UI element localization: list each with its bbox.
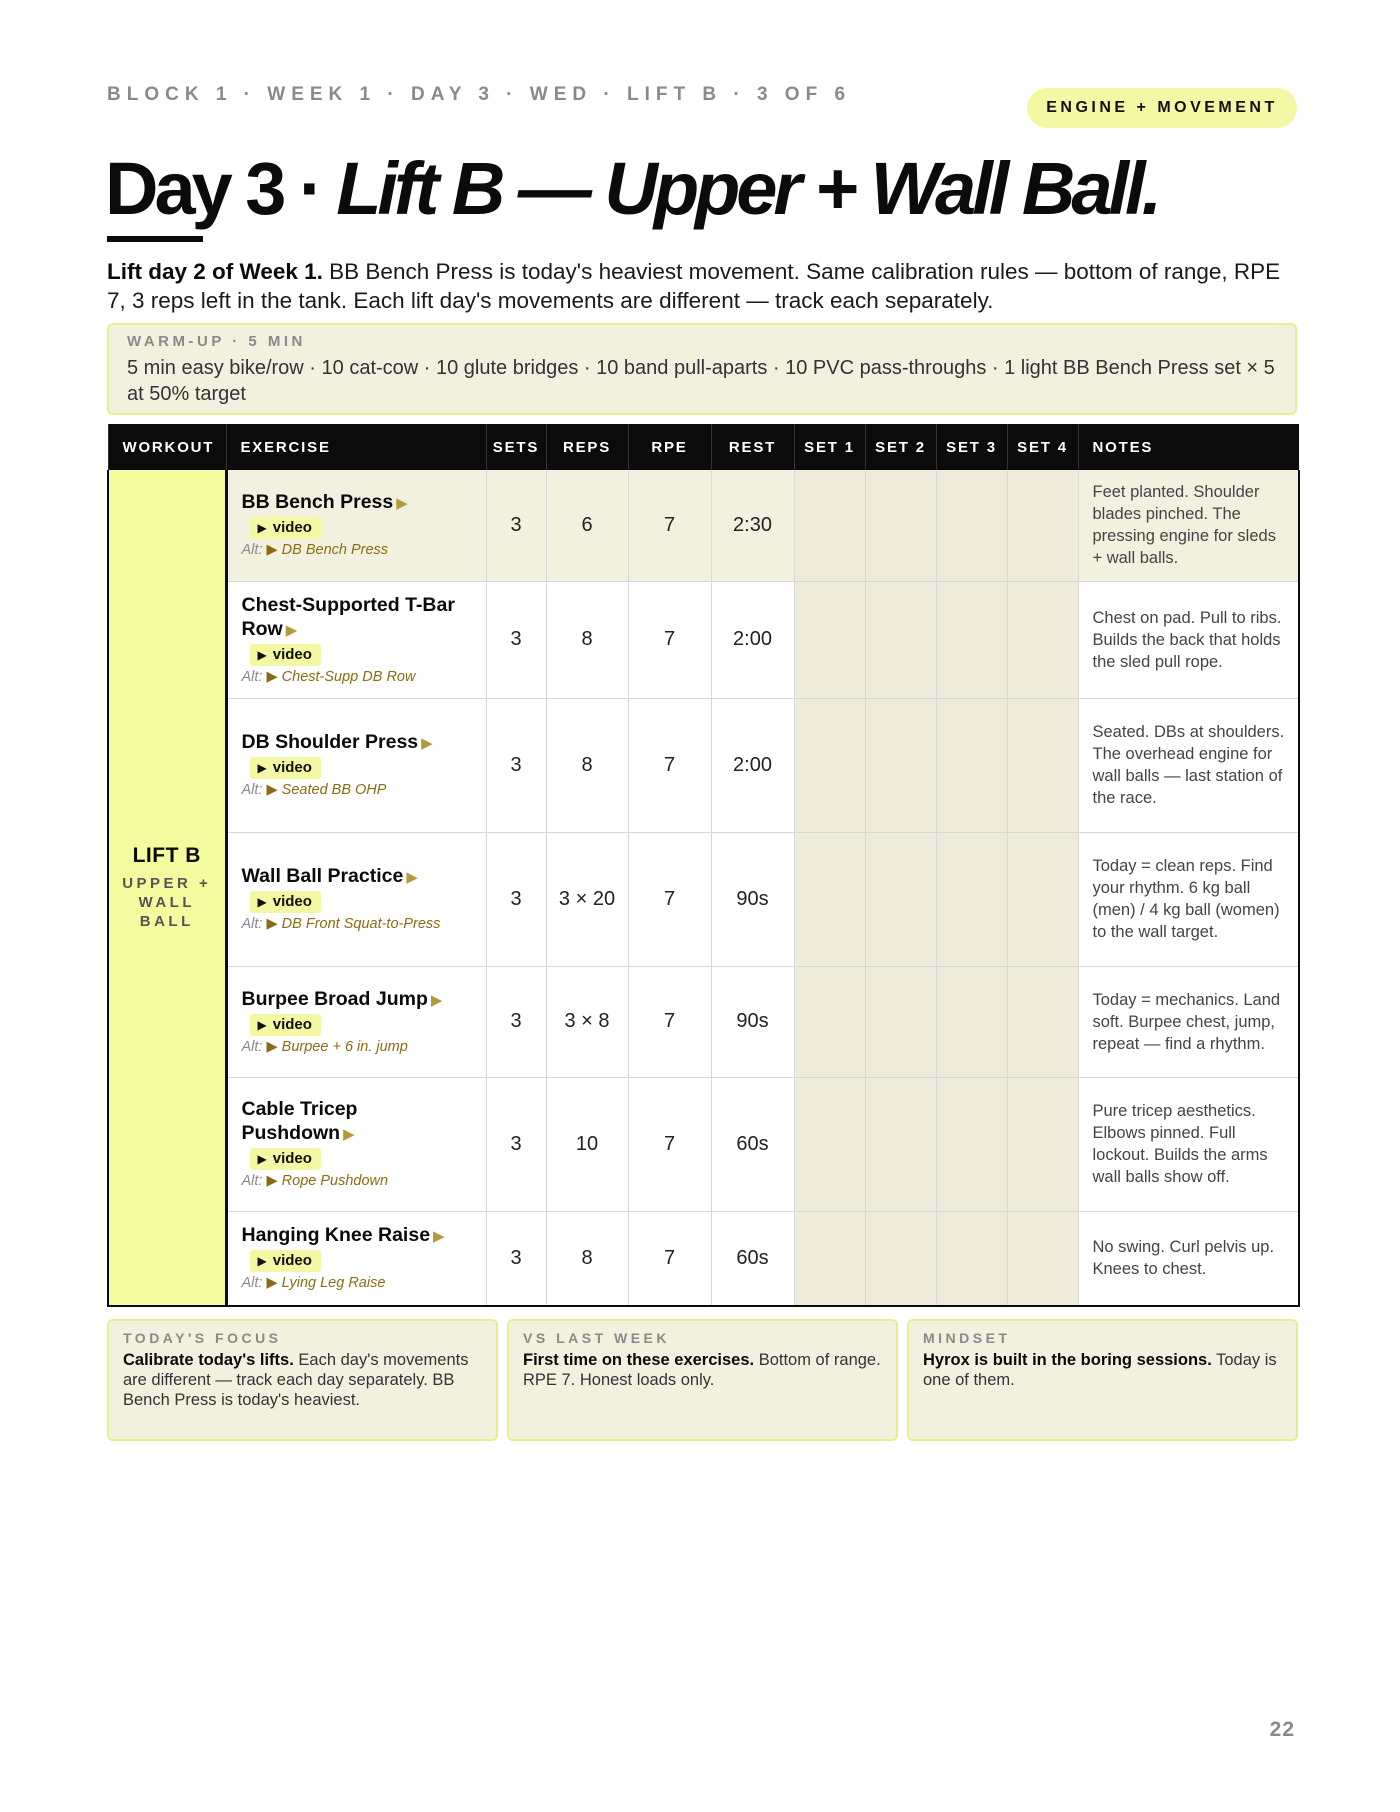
table-row [108, 581, 1299, 698]
page-title-main: Day 3 · [105, 147, 337, 230]
set-3-input[interactable] [936, 966, 1007, 1077]
alt-exercise-link[interactable]: ▶ DB Bench Press [266, 542, 389, 559]
notes-cell: Chest on pad. Pull to ribs. Builds the back that holds the sled pull rope. [1078, 581, 1299, 698]
rest-cell: 2:00 [711, 581, 794, 698]
alt-exercise-name: Lying Leg Raise [281, 1275, 386, 1292]
exercise-cell [226, 581, 486, 698]
sets-cell: 3 [486, 698, 546, 832]
reps-cell: 10 [546, 1077, 628, 1211]
set-2-input[interactable] [865, 581, 936, 698]
set-4-input[interactable] [1007, 698, 1078, 832]
play-triangle-icon[interactable]: ▶ [343, 1126, 355, 1143]
warmup-label: WARM-UP · 5 MIN [127, 333, 306, 350]
set-1-input[interactable] [794, 470, 865, 581]
exercise-name: Cable Tricep Pushdown [241, 1098, 358, 1144]
alt-exercise-link[interactable]: ▶ DB Front Squat-to-Press [266, 916, 441, 932]
rpe-cell: 7 [628, 1211, 711, 1306]
card-label: TODAY'S FOCUS [123, 1330, 282, 1346]
play-icon: ▶ [257, 647, 267, 662]
play-triangle-icon[interactable]: ▶ [433, 1228, 445, 1246]
reps-cell: 8 [546, 1211, 628, 1306]
set-4-input[interactable] [1007, 1211, 1078, 1306]
alt-prefix: Alt: [241, 1038, 263, 1055]
set-2-input[interactable] [865, 1077, 936, 1211]
alt-prefix: Alt: [241, 782, 263, 798]
alt-exercise-link[interactable]: ▶ Burpee + 6 in. jump [266, 1038, 408, 1055]
notes-cell: Seated. DBs at shoulders. The overhead engine for wall balls — last station of the race. [1078, 698, 1299, 832]
exercise-name: BB Bench Press [241, 491, 394, 514]
card-label: MINDSET [923, 1330, 1011, 1346]
play-icon: ▶ [257, 1017, 267, 1032]
rpe-cell: 7 [628, 698, 711, 832]
warmup-box [107, 323, 1297, 415]
video-button[interactable] [250, 891, 321, 913]
set-1-input[interactable] [794, 1077, 865, 1211]
video-button[interactable] [250, 1250, 321, 1272]
intro-text: BB Bench Press is today's heaviest movement. Same calibration rules — bottom of range, RPE 7, 3 reps left in the tank. Each lift day's movements are different — track each separately. [107, 259, 1281, 313]
table-header-row [108, 424, 1299, 470]
alt-exercise-link[interactable]: ▶ Chest-Supp DB Row [266, 668, 416, 685]
notes-cell: Pure tricep aesthetics. Elbows pinned. Full lockout. Builds the arms wall balls show off. [1078, 1077, 1299, 1211]
video-button[interactable] [250, 757, 321, 779]
video-label: video [272, 1015, 312, 1033]
table-row [108, 966, 1299, 1077]
header-rest: REST [711, 424, 794, 470]
exercise-cell [226, 470, 486, 581]
set-1-input[interactable] [794, 832, 865, 966]
rest-cell: 2:00 [711, 698, 794, 832]
header-workout: WORKOUT [108, 424, 226, 470]
notes-cell: No swing. Curl pelvis up. Knees to chest. [1078, 1211, 1299, 1306]
play-triangle-icon[interactable]: ▶ [396, 495, 408, 513]
alt-prefix: Alt: [241, 542, 263, 559]
header-set-4: SET 4 [1007, 424, 1078, 470]
alt-exercise [242, 1172, 476, 1191]
alt-exercise-link[interactable]: ▶ Lying Leg Raise [266, 1275, 386, 1292]
intro-paragraph [107, 257, 1297, 315]
video-label: video [272, 893, 312, 910]
exercise-cell [226, 1077, 486, 1211]
notes-cell: Today = mechanics. Land soft. Burpee chest, jump, repeat — find a rhythm. [1078, 966, 1299, 1077]
category-badge: ENGINE + MOVEMENT [1027, 88, 1297, 128]
rest-cell: 60s [711, 1211, 794, 1306]
alt-prefix: Alt: [241, 916, 263, 932]
table-row [108, 698, 1299, 832]
alt-exercise [242, 1274, 476, 1293]
set-3-input[interactable] [936, 581, 1007, 698]
set-1-input[interactable] [794, 698, 865, 832]
exercise-cell [226, 698, 486, 832]
card-label: VS LAST WEEK [523, 1330, 671, 1346]
alt-exercise-link[interactable]: ▶ Seated BB OHP [266, 782, 387, 798]
alt-prefix: Alt: [241, 668, 263, 685]
video-label: video [272, 519, 312, 537]
play-triangle-icon[interactable]: ▶ [406, 869, 418, 886]
alt-exercise-name: DB Bench Press [281, 542, 389, 559]
sets-cell: 3 [486, 832, 546, 966]
video-button[interactable] [250, 1014, 321, 1036]
alt-exercise-name: Burpee + 6 in. jump [281, 1038, 408, 1055]
set-4-input[interactable] [1007, 1077, 1078, 1211]
alt-exercise-link[interactable]: ▶ Rope Pushdown [266, 1173, 389, 1189]
exercise-name: Hanging Knee Raise [241, 1224, 431, 1247]
video-label: video [272, 759, 312, 776]
title-underline [107, 236, 203, 242]
card-text [123, 1350, 482, 1410]
set-4-input[interactable] [1007, 832, 1078, 966]
table-row [108, 1077, 1299, 1211]
exercise-cell [226, 1211, 486, 1306]
rest-cell: 60s [711, 1077, 794, 1211]
page-title [105, 144, 1158, 234]
card-todays-focus [107, 1319, 498, 1441]
exercise-name: Burpee Broad Jump [241, 987, 428, 1010]
rpe-cell: 7 [628, 832, 711, 966]
reps-cell: 3 × 8 [546, 966, 628, 1077]
set-4-input[interactable] [1007, 581, 1078, 698]
set-3-input[interactable] [936, 1211, 1007, 1306]
page-title-italic: Lift B — Upper + Wall Ball. [336, 147, 1159, 230]
video-button[interactable] [250, 517, 321, 539]
alt-exercise [242, 541, 476, 560]
alt-exercise-name: DB Front Squat-to-Press [281, 916, 441, 932]
set-2-input[interactable] [865, 470, 936, 581]
set-3-input[interactable] [936, 470, 1007, 581]
video-label: video [272, 1150, 312, 1167]
play-icon: ▶ [257, 761, 267, 775]
set-3-input[interactable] [936, 698, 1007, 832]
set-1-input[interactable] [794, 1211, 865, 1306]
table-row [108, 832, 1299, 966]
reps-cell: 3 × 20 [546, 832, 628, 966]
alt-exercise-name: Chest-Supp DB Row [281, 668, 416, 685]
rpe-cell: 7 [628, 470, 711, 581]
set-4-input[interactable] [1007, 470, 1078, 581]
header-notes: NOTES [1078, 424, 1299, 470]
set-2-input[interactable] [865, 698, 936, 832]
table-row [108, 470, 1299, 581]
page-number: 22 [1269, 1718, 1295, 1741]
card-body: Each day's movements are different — track each day separately. BB Bench Press is today's heaviest. [123, 1351, 469, 1409]
play-triangle-icon[interactable]: ▶ [421, 735, 433, 752]
notes-cell: Today = clean reps. Find your rhythm. 6 kg ball (men) / 4 kg ball (women) to the wall target. [1078, 832, 1299, 966]
play-icon: ▶ [257, 521, 267, 536]
header-set-1: SET 1 [794, 424, 865, 470]
rpe-cell: 7 [628, 1077, 711, 1211]
workout-subtitle: UPPER + WALL BALL [122, 875, 212, 930]
card-body: Bottom of range. RPE 7. Honest loads only. [523, 1351, 881, 1389]
sets-cell: 3 [486, 966, 546, 1077]
header-set-3: SET 3 [936, 424, 1007, 470]
alt-prefix: Alt: [241, 1173, 263, 1189]
alt-exercise-name: Seated BB OHP [281, 782, 387, 798]
video-label: video [272, 1252, 312, 1270]
card-text [923, 1350, 1282, 1390]
set-2-input[interactable] [865, 832, 936, 966]
intro-lead: Lift day 2 of Week 1. [107, 259, 323, 284]
set-1-input[interactable] [794, 581, 865, 698]
sets-cell: 3 [486, 1211, 546, 1306]
alt-exercise [242, 1038, 476, 1057]
play-triangle-icon[interactable]: ▶ [430, 991, 443, 1009]
table-row [108, 1211, 1299, 1306]
exercise-name: Chest-Supported T-Bar Row [241, 593, 455, 640]
video-button[interactable] [250, 644, 321, 666]
rest-cell: 90s [711, 832, 794, 966]
rpe-cell: 7 [628, 581, 711, 698]
set-1-input[interactable] [794, 966, 865, 1077]
card-text [523, 1350, 882, 1390]
card-body: Today is one of them. [923, 1351, 1277, 1389]
play-icon: ▶ [257, 1152, 267, 1166]
sets-cell: 3 [486, 581, 546, 698]
workout-cell [108, 470, 226, 1306]
card-vs-last-week [507, 1319, 898, 1441]
video-label: video [272, 645, 312, 663]
play-triangle-icon[interactable]: ▶ [285, 621, 298, 639]
reps-cell: 6 [546, 470, 628, 581]
set-3-input[interactable] [936, 1077, 1007, 1211]
rest-cell: 2:30 [711, 470, 794, 581]
card-lead: First time on these exercises. [523, 1351, 755, 1369]
alt-exercise [242, 781, 476, 800]
alt-exercise [242, 668, 476, 687]
header-exercise: EXERCISE [226, 424, 486, 470]
card-lead: Hyrox is built in the boring sessions. [923, 1351, 1212, 1369]
header-sets: SETS [486, 424, 546, 470]
alt-exercise-name: Rope Pushdown [281, 1173, 389, 1189]
set-2-input[interactable] [865, 966, 936, 1077]
set-4-input[interactable] [1007, 966, 1078, 1077]
rpe-cell: 7 [628, 966, 711, 1077]
card-lead: Calibrate today's lifts. [123, 1351, 294, 1369]
breadcrumb: BLOCK 1 · WEEK 1 · DAY 3 · WED · LIFT B · 3 OF 6 [107, 84, 852, 105]
alt-prefix: Alt: [241, 1275, 263, 1292]
alt-exercise [242, 915, 476, 934]
exercise-name: DB Shoulder Press [241, 731, 419, 753]
play-icon: ▶ [257, 895, 267, 909]
header-reps: REPS [546, 424, 628, 470]
sets-cell: 3 [486, 1077, 546, 1211]
workout-table [107, 424, 1300, 1307]
set-2-input[interactable] [865, 1211, 936, 1306]
notes-cell: Feet planted. Shoulder blades pinched. The pressing engine for sleds + wall balls. [1078, 470, 1299, 581]
exercise-name: Wall Ball Practice [241, 865, 404, 887]
play-icon: ▶ [257, 1254, 267, 1269]
exercise-cell [226, 832, 486, 966]
reps-cell: 8 [546, 698, 628, 832]
rest-cell: 90s [711, 966, 794, 1077]
warmup-text: 5 min easy bike/row · 10 cat-cow · 10 glute bridges · 10 band pull-aparts · 10 PVC pass-throughs · 1 light BB Bench Press set × 5 at 50% target [127, 357, 1275, 405]
exercise-cell [226, 966, 486, 1077]
sets-cell: 3 [486, 470, 546, 581]
reps-cell: 8 [546, 581, 628, 698]
card-mindset [907, 1319, 1298, 1441]
video-button[interactable] [250, 1148, 321, 1170]
set-3-input[interactable] [936, 832, 1007, 966]
workout-name: LIFT B [132, 844, 201, 867]
header-set-2: SET 2 [865, 424, 936, 470]
header-rpe: RPE [628, 424, 711, 470]
